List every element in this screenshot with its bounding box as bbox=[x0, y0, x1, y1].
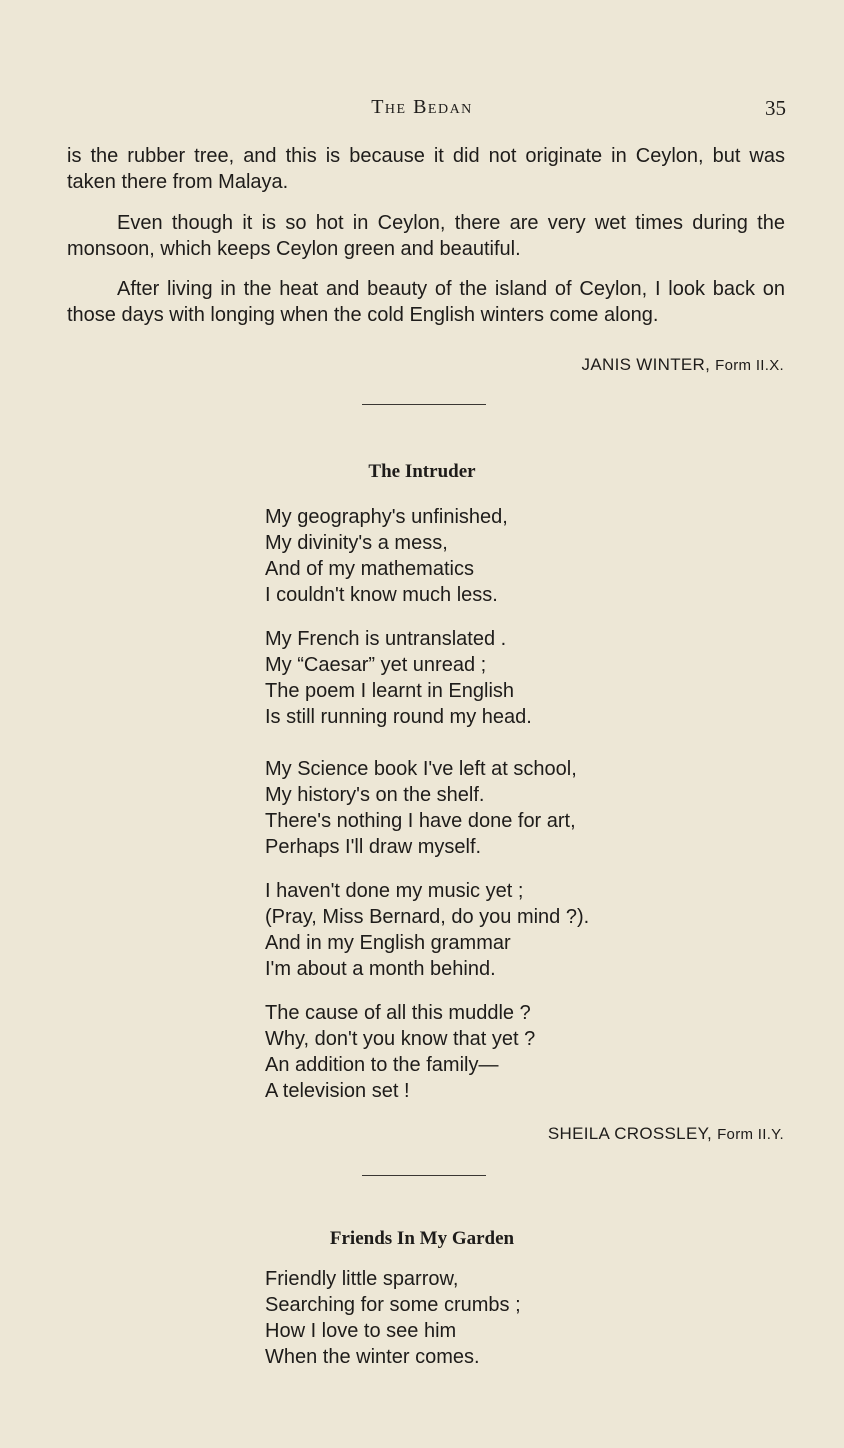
poem-line: How I love to see him bbox=[265, 1320, 457, 1342]
poem-stanza bbox=[265, 1266, 725, 1370]
poem-stanza bbox=[265, 504, 725, 608]
poem-line: The poem I learnt in English bbox=[265, 680, 515, 702]
poem-title: The Intruder bbox=[368, 461, 476, 482]
poem-line: Perhaps I'll draw myself. bbox=[265, 836, 482, 858]
author-name: SHEILA CROSSLEY, bbox=[547, 1124, 713, 1143]
poem-stanza bbox=[265, 756, 725, 860]
poem-stanza bbox=[265, 878, 725, 982]
poem-stanza bbox=[265, 1000, 725, 1104]
page-number: 35 bbox=[765, 96, 786, 120]
running-header-title: The Bedan bbox=[371, 96, 473, 118]
poem-line: There's nothing I have done for art, bbox=[265, 810, 576, 832]
poem-line: Is still running round my head. bbox=[265, 706, 532, 728]
poem-line: My Science book I've left at school, bbox=[265, 758, 577, 780]
poem-stanza bbox=[265, 626, 725, 730]
essay-author-signature bbox=[582, 355, 784, 375]
poem-line: The cause of all this muddle ? bbox=[265, 1002, 531, 1024]
poem-line: An addition to the family— bbox=[265, 1054, 499, 1076]
poem-line: My geography's unfinished, bbox=[265, 506, 508, 528]
essay-paragraph: After living in the heat and beauty of the island of Ceylon, I look back on those days with longing when the cold English winters come along. bbox=[67, 278, 785, 326]
poem-line: A television set ! bbox=[265, 1080, 410, 1102]
section-divider bbox=[362, 404, 486, 405]
poem-line: My “Caesar” yet unread ; bbox=[265, 654, 487, 676]
poem-line: I'm about a month behind. bbox=[265, 958, 496, 980]
essay-paragraph: is the rubber tree, and this is because it did not originate in Ceylon, but was taken there from Malaya. bbox=[67, 145, 785, 193]
poem-line: And in my English grammar bbox=[265, 932, 511, 954]
poem-line: And of my mathematics bbox=[265, 558, 474, 580]
poem-line: I couldn't know much less. bbox=[265, 584, 498, 606]
poem-title: Friends In My Garden bbox=[329, 1228, 515, 1249]
poem-line: (Pray, Miss Bernard, do you mind ?). bbox=[265, 906, 590, 928]
poem-line: My French is untranslated . bbox=[265, 628, 507, 650]
poem-author-signature bbox=[548, 1124, 784, 1144]
author-name: JANIS WINTER, bbox=[581, 355, 711, 374]
poem-line: My divinity's a mess, bbox=[265, 532, 448, 554]
poem-line: Searching for some crumbs ; bbox=[265, 1294, 521, 1316]
poem-line: I haven't done my music yet ; bbox=[265, 880, 524, 902]
author-form: Form II.Y. bbox=[717, 1126, 784, 1143]
poem-line: Friendly little sparrow, bbox=[265, 1268, 459, 1290]
author-form: Form II.X. bbox=[715, 357, 784, 374]
poem-line: When the winter comes. bbox=[265, 1346, 480, 1368]
section-divider bbox=[362, 1175, 486, 1176]
poem-line: My history's on the shelf. bbox=[265, 784, 485, 806]
poem-line: Why, don't you know that yet ? bbox=[265, 1028, 536, 1050]
essay-paragraph: Even though it is so hot in Ceylon, there are very wet times during the monsoon, which keeps Ceylon green and beautiful. bbox=[67, 212, 785, 260]
